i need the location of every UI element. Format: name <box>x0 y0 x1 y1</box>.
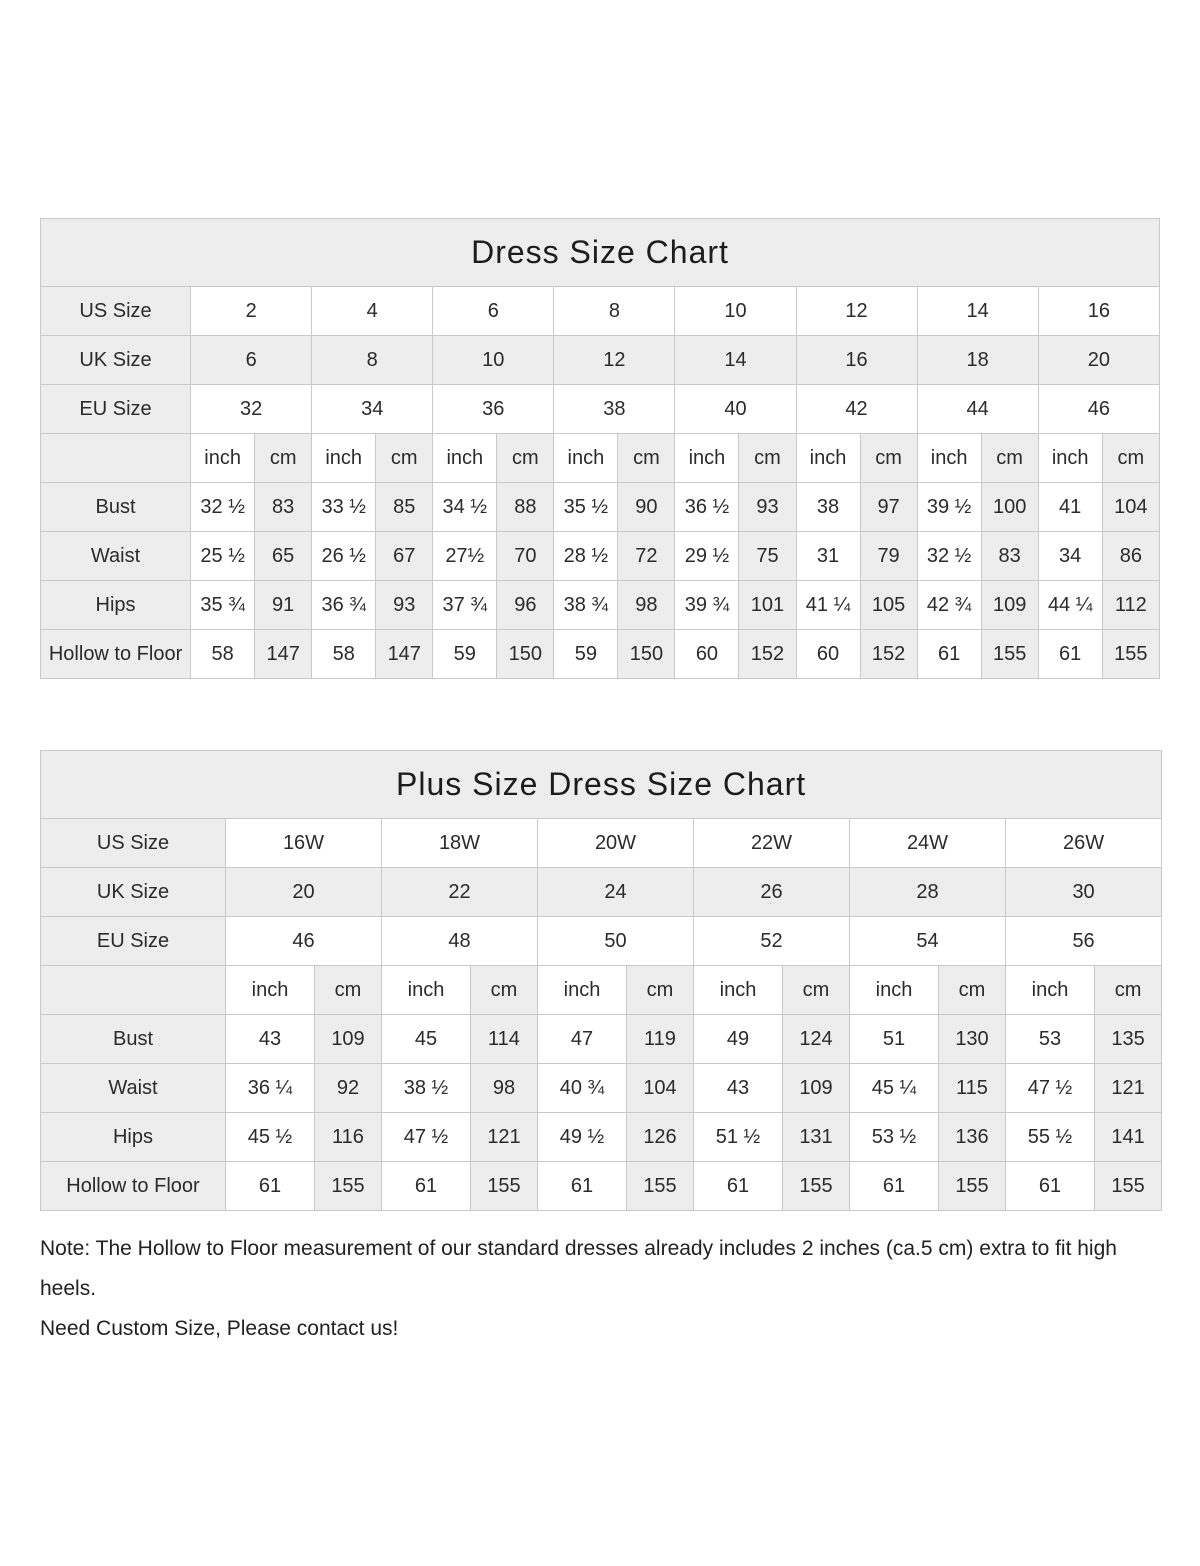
measure-inch-cell: 28 ½ <box>554 532 618 581</box>
size-cell: 46 <box>226 917 382 966</box>
measure-inch-cell: 26 ½ <box>312 532 376 581</box>
measure-inch-cell: 35 ¾ <box>191 581 255 630</box>
measure-cm-cell: 115 <box>939 1064 1006 1113</box>
size-cell: 4 <box>312 287 433 336</box>
measure-inch-cell: 61 <box>694 1162 783 1211</box>
unit-cm-label: cm <box>981 434 1038 483</box>
measure-cm-cell: 85 <box>376 483 433 532</box>
row-label: Hips <box>41 1113 226 1162</box>
unit-cm-label: cm <box>860 434 917 483</box>
measure-cm-cell: 131 <box>783 1113 850 1162</box>
unit-inch-label: inch <box>433 434 497 483</box>
measure-cm-cell: 83 <box>981 532 1038 581</box>
unit-row-label <box>41 966 226 1015</box>
plus-size-dress-size-chart-table <box>40 750 1162 1211</box>
unit-cm-label: cm <box>739 434 796 483</box>
measure-cm-cell: 150 <box>618 630 675 679</box>
unit-cm-label: cm <box>471 966 538 1015</box>
measure-inch-cell: 40 ¾ <box>538 1064 627 1113</box>
unit-cm-label: cm <box>1102 434 1159 483</box>
measure-inch-cell: 45 <box>382 1015 471 1064</box>
measure-inch-cell: 59 <box>554 630 618 679</box>
measure-cm-cell: 155 <box>939 1162 1006 1211</box>
size-cell: 46 <box>1038 385 1159 434</box>
row-label: EU Size <box>41 917 226 966</box>
measure-inch-cell: 47 <box>538 1015 627 1064</box>
measure-cm-cell: 104 <box>1102 483 1159 532</box>
measure-cm-cell: 126 <box>627 1113 694 1162</box>
measure-inch-cell: 34 ½ <box>433 483 497 532</box>
measure-cm-cell: 104 <box>627 1064 694 1113</box>
size-cell: 48 <box>382 917 538 966</box>
table-title: Dress Size Chart <box>41 219 1160 287</box>
measure-cm-cell: 147 <box>376 630 433 679</box>
unit-inch-label: inch <box>1006 966 1095 1015</box>
unit-cm-label: cm <box>783 966 850 1015</box>
size-cell: 32 <box>191 385 312 434</box>
size-cell: 38 <box>554 385 675 434</box>
measure-cm-cell: 114 <box>471 1015 538 1064</box>
measure-cm-cell: 109 <box>783 1064 850 1113</box>
measure-inch-cell: 43 <box>226 1015 315 1064</box>
size-cell: 12 <box>796 287 917 336</box>
measure-inch-cell: 33 ½ <box>312 483 376 532</box>
size-cell: 20 <box>226 868 382 917</box>
measure-inch-cell: 36 ¾ <box>312 581 376 630</box>
unit-cm-label: cm <box>939 966 1006 1015</box>
size-cell: 16W <box>226 819 382 868</box>
unit-inch-label: inch <box>850 966 939 1015</box>
row-label: UK Size <box>41 868 226 917</box>
measure-cm-cell: 70 <box>497 532 554 581</box>
unit-inch-label: inch <box>191 434 255 483</box>
row-label: UK Size <box>41 336 191 385</box>
measure-inch-cell: 59 <box>433 630 497 679</box>
size-cell: 18W <box>382 819 538 868</box>
measure-cm-cell: 152 <box>739 630 796 679</box>
measure-cm-cell: 135 <box>1095 1015 1162 1064</box>
measure-inch-cell: 35 ½ <box>554 483 618 532</box>
measure-cm-cell: 119 <box>627 1015 694 1064</box>
measure-inch-cell: 58 <box>191 630 255 679</box>
measure-cm-cell: 72 <box>618 532 675 581</box>
size-cell: 2 <box>191 287 312 336</box>
measure-cm-cell: 147 <box>255 630 312 679</box>
row-label: Waist <box>41 1064 226 1113</box>
unit-inch-label: inch <box>694 966 783 1015</box>
size-cell: 54 <box>850 917 1006 966</box>
measure-cm-cell: 121 <box>1095 1064 1162 1113</box>
measure-inch-cell: 61 <box>850 1162 939 1211</box>
measure-cm-cell: 67 <box>376 532 433 581</box>
size-cell: 24 <box>538 868 694 917</box>
measure-cm-cell: 155 <box>783 1162 850 1211</box>
measure-inch-cell: 39 ¾ <box>675 581 739 630</box>
measure-cm-cell: 93 <box>739 483 796 532</box>
unit-cm-label: cm <box>315 966 382 1015</box>
measure-inch-cell: 45 ¼ <box>850 1064 939 1113</box>
measure-cm-cell: 101 <box>739 581 796 630</box>
measure-cm-cell: 109 <box>981 581 1038 630</box>
row-label: Bust <box>41 1015 226 1064</box>
size-cell: 14 <box>675 336 796 385</box>
measure-inch-cell: 36 ¼ <box>226 1064 315 1113</box>
measure-inch-cell: 47 ½ <box>382 1113 471 1162</box>
row-label: Waist <box>41 532 191 581</box>
measure-inch-cell: 39 ½ <box>917 483 981 532</box>
measure-inch-cell: 61 <box>538 1162 627 1211</box>
measure-inch-cell: 60 <box>796 630 860 679</box>
measure-inch-cell: 43 <box>694 1064 783 1113</box>
measure-inch-cell: 34 <box>1038 532 1102 581</box>
measure-inch-cell: 61 <box>1038 630 1102 679</box>
row-label: Hollow to Floor <box>41 630 191 679</box>
measure-inch-cell: 38 ½ <box>382 1064 471 1113</box>
measure-inch-cell: 53 <box>1006 1015 1095 1064</box>
unit-cm-label: cm <box>618 434 675 483</box>
unit-inch-label: inch <box>675 434 739 483</box>
measure-cm-cell: 79 <box>860 532 917 581</box>
measure-inch-cell: 25 ½ <box>191 532 255 581</box>
measure-inch-cell: 41 ¼ <box>796 581 860 630</box>
unit-inch-label: inch <box>796 434 860 483</box>
size-cell: 20W <box>538 819 694 868</box>
measure-inch-cell: 42 ¾ <box>917 581 981 630</box>
measure-cm-cell: 96 <box>497 581 554 630</box>
measure-cm-cell: 112 <box>1102 581 1159 630</box>
size-cell: 40 <box>675 385 796 434</box>
measure-cm-cell: 121 <box>471 1113 538 1162</box>
size-cell: 50 <box>538 917 694 966</box>
size-cell: 44 <box>917 385 1038 434</box>
measure-cm-cell: 150 <box>497 630 554 679</box>
unit-inch-label: inch <box>226 966 315 1015</box>
measure-cm-cell: 141 <box>1095 1113 1162 1162</box>
unit-inch-label: inch <box>538 966 627 1015</box>
row-label: US Size <box>41 287 191 336</box>
measure-cm-cell: 155 <box>1095 1162 1162 1211</box>
measure-inch-cell: 53 ½ <box>850 1113 939 1162</box>
measure-inch-cell: 61 <box>226 1162 315 1211</box>
measure-cm-cell: 75 <box>739 532 796 581</box>
unit-inch-label: inch <box>917 434 981 483</box>
unit-cm-label: cm <box>1095 966 1162 1015</box>
measure-inch-cell: 51 <box>850 1015 939 1064</box>
size-cell: 16 <box>1038 287 1159 336</box>
measure-inch-cell: 61 <box>382 1162 471 1211</box>
size-cell: 12 <box>554 336 675 385</box>
measure-inch-cell: 45 ½ <box>226 1113 315 1162</box>
size-cell: 14 <box>917 287 1038 336</box>
unit-cm-label: cm <box>376 434 433 483</box>
size-cell: 16 <box>796 336 917 385</box>
size-cell: 30 <box>1006 868 1162 917</box>
measure-cm-cell: 155 <box>1102 630 1159 679</box>
measure-inch-cell: 31 <box>796 532 860 581</box>
size-cell: 6 <box>191 336 312 385</box>
size-cell: 22W <box>694 819 850 868</box>
size-cell: 20 <box>1038 336 1159 385</box>
measure-inch-cell: 27½ <box>433 532 497 581</box>
size-cell: 34 <box>312 385 433 434</box>
unit-inch-label: inch <box>382 966 471 1015</box>
size-cell: 42 <box>796 385 917 434</box>
dress-size-chart-table <box>40 218 1160 679</box>
measure-inch-cell: 41 <box>1038 483 1102 532</box>
measure-inch-cell: 58 <box>312 630 376 679</box>
measure-inch-cell: 51 ½ <box>694 1113 783 1162</box>
measure-cm-cell: 92 <box>315 1064 382 1113</box>
unit-inch-label: inch <box>554 434 618 483</box>
size-cell: 52 <box>694 917 850 966</box>
measure-inch-cell: 47 ½ <box>1006 1064 1095 1113</box>
unit-row-label <box>41 434 191 483</box>
measure-cm-cell: 93 <box>376 581 433 630</box>
unit-cm-label: cm <box>627 966 694 1015</box>
measure-cm-cell: 105 <box>860 581 917 630</box>
footnote-line-2: Need Custom Size, Please contact us! <box>40 1317 399 1340</box>
measure-inch-cell: 49 <box>694 1015 783 1064</box>
size-cell: 6 <box>433 287 554 336</box>
measure-cm-cell: 136 <box>939 1113 1006 1162</box>
measure-inch-cell: 37 ¾ <box>433 581 497 630</box>
measure-cm-cell: 116 <box>315 1113 382 1162</box>
measure-cm-cell: 124 <box>783 1015 850 1064</box>
row-label: US Size <box>41 819 226 868</box>
measure-cm-cell: 88 <box>497 483 554 532</box>
measure-cm-cell: 98 <box>471 1064 538 1113</box>
measure-cm-cell: 100 <box>981 483 1038 532</box>
unit-cm-label: cm <box>255 434 312 483</box>
size-cell: 28 <box>850 868 1006 917</box>
row-label: EU Size <box>41 385 191 434</box>
size-cell: 36 <box>433 385 554 434</box>
footnote <box>40 1229 1160 1349</box>
size-cell: 8 <box>554 287 675 336</box>
size-cell: 26 <box>694 868 850 917</box>
measure-inch-cell: 49 ½ <box>538 1113 627 1162</box>
unit-inch-label: inch <box>312 434 376 483</box>
measure-cm-cell: 91 <box>255 581 312 630</box>
size-cell: 26W <box>1006 819 1162 868</box>
row-label: Bust <box>41 483 191 532</box>
measure-inch-cell: 32 ½ <box>191 483 255 532</box>
measure-cm-cell: 155 <box>981 630 1038 679</box>
measure-cm-cell: 152 <box>860 630 917 679</box>
measure-cm-cell: 155 <box>627 1162 694 1211</box>
table-title: Plus Size Dress Size Chart <box>41 751 1162 819</box>
measure-cm-cell: 155 <box>315 1162 382 1211</box>
size-cell: 22 <box>382 868 538 917</box>
measure-cm-cell: 98 <box>618 581 675 630</box>
measure-inch-cell: 36 ½ <box>675 483 739 532</box>
measure-inch-cell: 32 ½ <box>917 532 981 581</box>
measure-inch-cell: 38 <box>796 483 860 532</box>
size-cell: 10 <box>433 336 554 385</box>
size-cell: 8 <box>312 336 433 385</box>
footnote-line-1: Note: The Hollow to Floor measurement of our standard dresses already includes 2 inches (ca.5 cm) extra to fit high heels. <box>40 1237 1117 1300</box>
measure-inch-cell: 38 ¾ <box>554 581 618 630</box>
row-label: Hips <box>41 581 191 630</box>
unit-inch-label: inch <box>1038 434 1102 483</box>
measure-cm-cell: 86 <box>1102 532 1159 581</box>
size-chart-sheet <box>40 218 1160 1349</box>
measure-cm-cell: 109 <box>315 1015 382 1064</box>
size-cell: 56 <box>1006 917 1162 966</box>
size-cell: 18 <box>917 336 1038 385</box>
measure-cm-cell: 97 <box>860 483 917 532</box>
measure-inch-cell: 61 <box>1006 1162 1095 1211</box>
measure-inch-cell: 61 <box>917 630 981 679</box>
measure-cm-cell: 90 <box>618 483 675 532</box>
size-cell: 10 <box>675 287 796 336</box>
row-label: Hollow to Floor <box>41 1162 226 1211</box>
measure-cm-cell: 155 <box>471 1162 538 1211</box>
measure-cm-cell: 130 <box>939 1015 1006 1064</box>
measure-inch-cell: 55 ½ <box>1006 1113 1095 1162</box>
measure-inch-cell: 44 ¼ <box>1038 581 1102 630</box>
measure-inch-cell: 60 <box>675 630 739 679</box>
size-cell: 24W <box>850 819 1006 868</box>
measure-cm-cell: 65 <box>255 532 312 581</box>
measure-cm-cell: 83 <box>255 483 312 532</box>
measure-inch-cell: 29 ½ <box>675 532 739 581</box>
unit-cm-label: cm <box>497 434 554 483</box>
